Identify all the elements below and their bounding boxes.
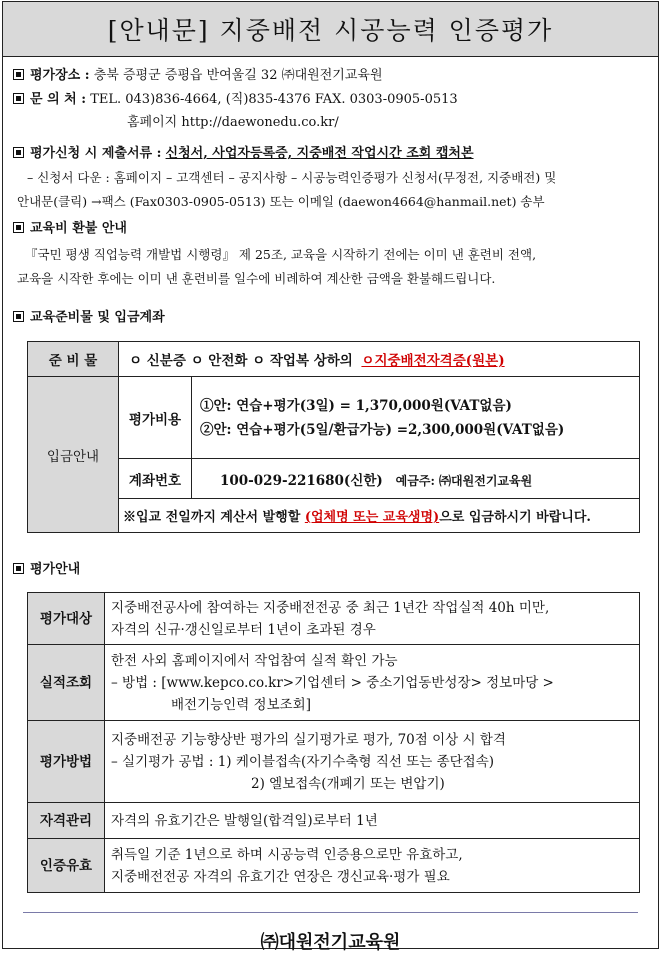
eval-row-label: 평가대상 — [28, 593, 105, 645]
eval-line: 지중배전공 기능향상반 평가의 실기평가로 평가, 70점 이상 시 합격 — [111, 731, 506, 748]
footer-org-name: ㈜대원전기교육원 — [260, 932, 401, 953]
square-bullet-icon — [13, 147, 24, 158]
docs-note-2: 안내문(클릭) →팩스 (Fax0303-0905-0513) 또는 이메일 (daewon4664@hanmail.net) 송부 — [17, 194, 545, 209]
page-title: [안내문] 지중배전 시공능력 인증평가 — [3, 2, 658, 57]
eval-row-manage — [28, 803, 640, 839]
eval-row-label: 인증유효 — [28, 839, 105, 893]
account-label: 계좌번호 — [119, 459, 192, 499]
eval-line: 자격의 신규·갱신일로부터 1년이 초과된 경우 — [111, 621, 376, 638]
eval-line: 배전기능인력 정보조회] — [171, 696, 311, 713]
homepage-line: 홈페이지 http://daewonedu.co.kr/ — [127, 115, 339, 130]
footer-divider — [23, 912, 638, 913]
square-bullet-icon — [13, 563, 24, 574]
docs-line — [13, 144, 652, 164]
eval-row-content — [105, 645, 640, 721]
items-label: 준 비 물 — [28, 342, 119, 377]
eval-row-content — [105, 803, 640, 839]
docs-label: 평가신청 시 제출서류 : — [30, 146, 162, 161]
square-bullet-icon — [13, 311, 24, 322]
prep-table — [27, 341, 640, 533]
eval-row-content — [105, 593, 640, 645]
notice-cell — [119, 499, 640, 533]
location-value: 충북 증평군 증평읍 반여울길 32 ㈜대원전기교육원 — [93, 68, 383, 83]
notice-pre: ※입교 전일까지 계산서 발행할 — [123, 510, 305, 525]
account-number: 100-029-221680(신한) — [220, 472, 383, 489]
contact-value: TEL. 043)836-4664, (직)835-4376 FAX. 0303-0905-0513 — [90, 92, 458, 107]
eval-line: 2) 엘보접속(개폐기 또는 변압기) — [251, 775, 445, 792]
eval-line: 지중배전공사에 참여하는 지중배전전공 중 최근 1년간 작업실적 40h 미만, — [111, 599, 550, 616]
docs-note-1: – 신청서 다운 : 홈페이지 – 고객센터 – 공지사항 – 시공능력인증평가 신청서(무정전, 지중배전) 및 — [27, 170, 557, 185]
notice-page — [2, 1, 659, 953]
eval-line: 한전 사외 홈페이지에서 작업참여 실적 확인 가능 — [111, 652, 398, 669]
eval-table — [27, 592, 640, 893]
eval-line: 취득일 기준 1년으로 하며 시공능력 인증용으로만 유효하고, — [111, 846, 463, 863]
notice-red: (업체명 또는 교육생명) — [304, 510, 440, 525]
items-red-text: ㅇ지중배전자격증(원본) — [361, 353, 505, 369]
eval-row-content — [105, 839, 640, 893]
items-cell — [119, 342, 640, 377]
account-holder: 예금주: ㈜대원전기교육원 — [395, 473, 533, 488]
docs-value: 신청서, 사업자등록증, 지중배전 작업시간 조회 캡처본 — [165, 146, 474, 161]
eval-heading-line — [13, 560, 652, 580]
eval-line: 자격의 유효기간은 발행일(합격일)로부터 1년 — [111, 812, 378, 829]
fee-option-2: ②안: 연습+평가(5일/환급가능) =2,300,000원(VAT없음) — [200, 421, 565, 438]
contact-label: 문 의 처 : — [30, 92, 87, 107]
eval-row-label: 자격관리 — [28, 803, 105, 839]
square-bullet-icon — [13, 93, 24, 104]
eval-row-content — [105, 721, 640, 803]
eval-row-valid — [28, 839, 640, 893]
eval-line: – 방법 : [www.kepco.co.kr>기업센터 > 중소기업동반성장> 정보마당 > — [111, 674, 554, 691]
payment-label: 입금안내 — [28, 377, 119, 533]
eval-row-label: 실적조회 — [28, 645, 105, 721]
items-text: ㅇ 신분증 ㅇ 안전화 ㅇ 작업복 상하의 — [129, 353, 353, 369]
account-cell — [192, 459, 640, 499]
refund-line — [13, 219, 652, 239]
contact-line — [13, 90, 652, 110]
eval-row-method — [28, 721, 640, 803]
notice-post: 으로 입금하시기 바랍니다. — [439, 510, 591, 525]
eval-row-record — [28, 645, 640, 721]
fee-option-1: ①안: 연습+평가(3일) = 1,370,000원(VAT없음) — [200, 397, 512, 414]
refund-text-1: 『국민 평생 직업능력 개발법 시행령』 제 25조, 교육을 시작하기 전에는 이미 낸 훈련비 전액, — [25, 247, 537, 262]
refund-label: 교육비 환불 안내 — [30, 221, 127, 236]
location-line — [13, 66, 652, 86]
prep-heading-line — [13, 308, 652, 328]
eval-line: – 실기평가 공법 : 1) 케이블접속(자기수축형 직선 또는 종단접속) — [111, 753, 495, 770]
eval-row-label: 평가방법 — [28, 721, 105, 803]
eval-row-target — [28, 593, 640, 645]
fee-label: 평가비용 — [119, 377, 192, 459]
square-bullet-icon — [13, 222, 24, 233]
prep-heading: 교육준비물 및 입금계좌 — [30, 310, 165, 325]
square-bullet-icon — [13, 69, 24, 80]
refund-text-2: 교육을 시작한 후에는 이미 낸 훈련비를 일수에 비례하여 계산한 금액을 환불해드립니다. — [17, 271, 496, 286]
eval-heading: 평가안내 — [30, 562, 81, 577]
fee-cell — [192, 377, 640, 459]
eval-line: 지중배전전공 자격의 유효기간 연장은 갱신교육·평가 필요 — [111, 868, 450, 885]
location-label: 평가장소 : — [30, 68, 90, 83]
